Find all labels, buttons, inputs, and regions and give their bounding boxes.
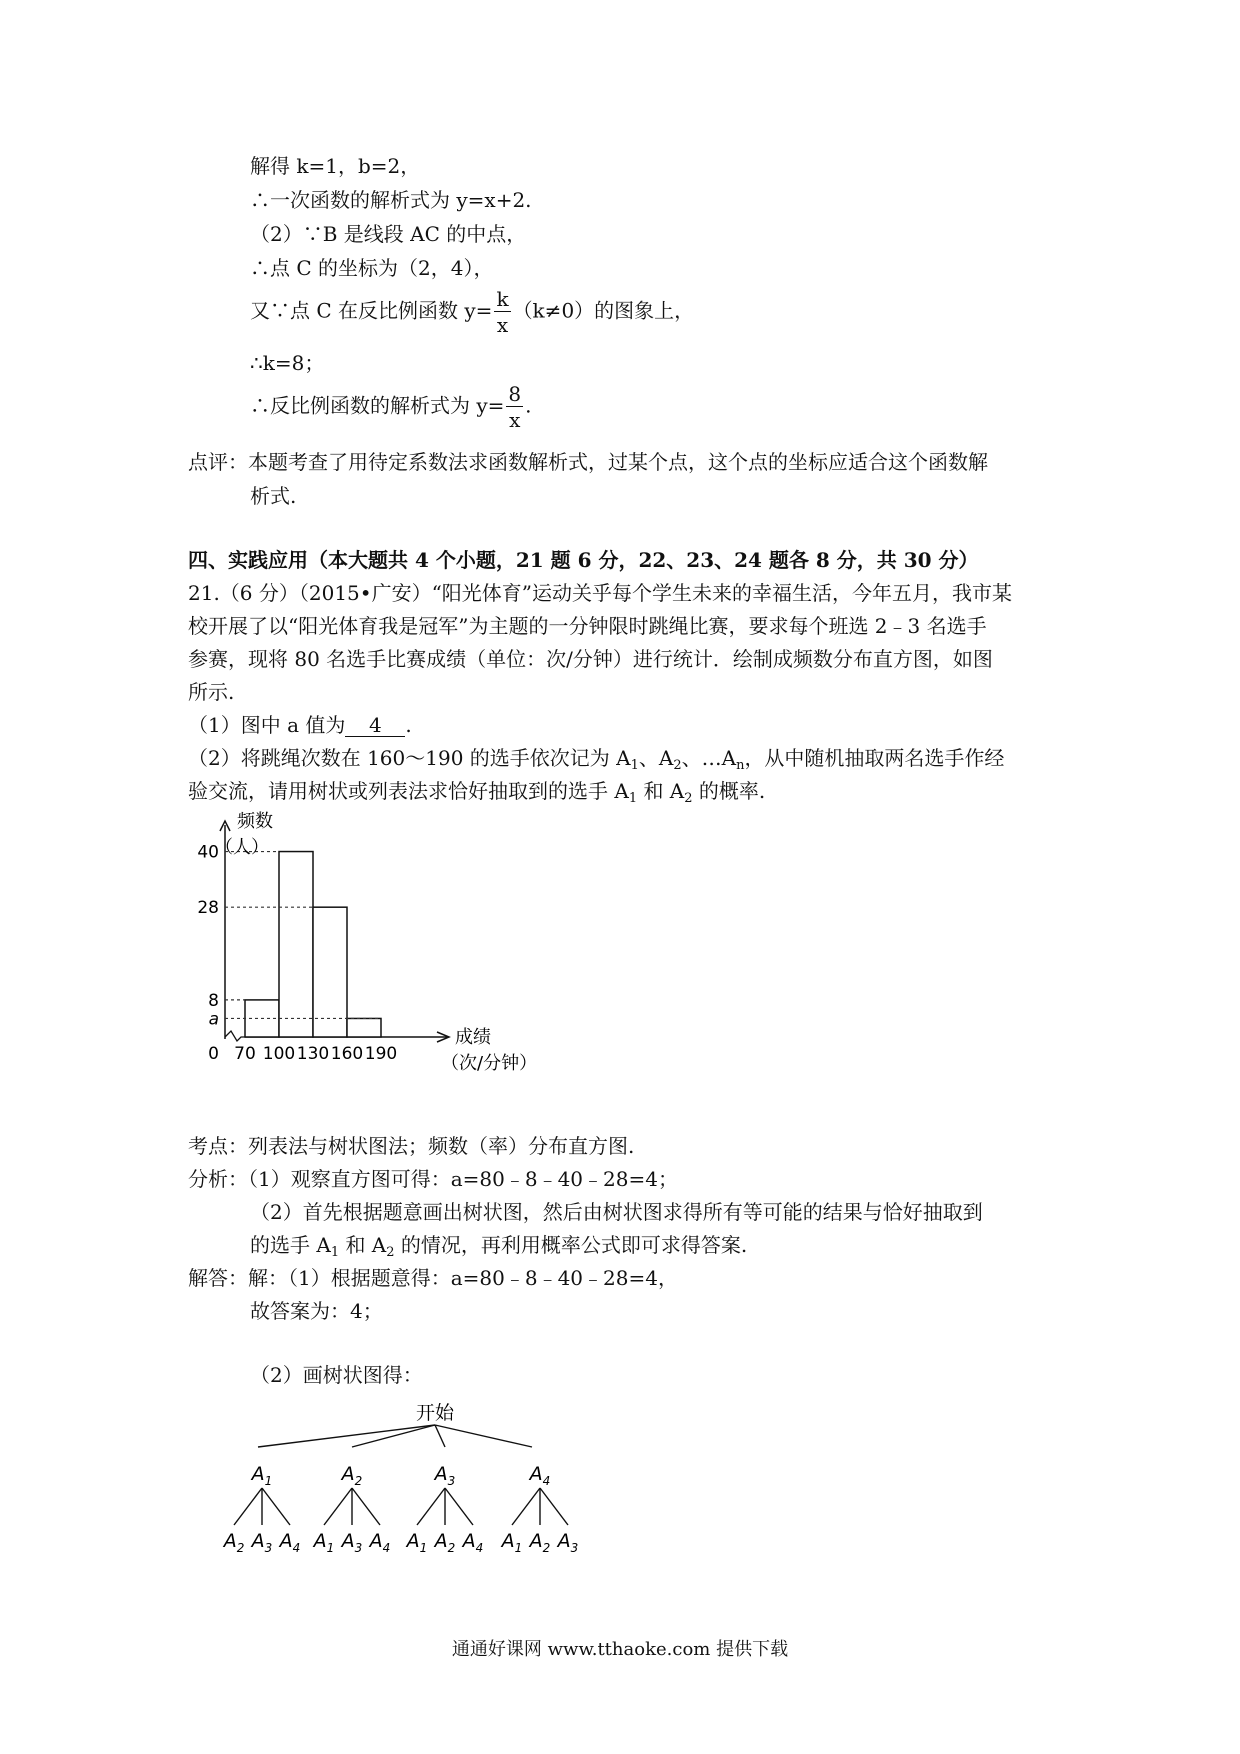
- tree-branch-line: [352, 1488, 380, 1525]
- fraction: [506, 384, 523, 430]
- text: .: [405, 713, 412, 737]
- x-tick-label: 70: [234, 1044, 256, 1064]
- y-axis-unit: （人）: [215, 837, 269, 858]
- tree-leaf-subscript: 1: [419, 1541, 428, 1555]
- tree-leaf-subscript: 4: [475, 1541, 484, 1555]
- histogram-bar: [347, 1018, 381, 1037]
- analysis-line: 分析：（1）观察直方图可得：a=80﹣8﹣40﹣28=4；: [188, 1167, 678, 1191]
- tree-leaf-label: $A_3$: [251, 1530, 273, 1555]
- tree-branch-line: [417, 1488, 445, 1525]
- kaodian-line: 考点：列表法与树状图法；频数（率）分布直方图.: [188, 1134, 635, 1158]
- tree-node-label: $A_3$: [434, 1463, 456, 1488]
- question-line: 校开展了以“阳光体育我是冠军”为主题的一分钟限时跳绳比赛，要求每个班选 2﹣3 名选手: [188, 614, 987, 638]
- tree-leaf-subscript: 4: [382, 1541, 391, 1555]
- denominator: x: [496, 313, 509, 337]
- tree-branch-line: [512, 1488, 540, 1525]
- tree-leaf-subscript: 2: [236, 1541, 245, 1555]
- text: （2）将跳绳次数在 160～190 的选手依次记为 A: [188, 746, 631, 770]
- tree-node-label: $A_4$: [529, 1463, 551, 1488]
- question-line: 参赛，现将 80 名选手比赛成绩（单位：次/分钟）进行统计．绘制成频数分布直方图，如图: [188, 647, 993, 671]
- analysis-line: [250, 1232, 747, 1258]
- tree-branch-line: [352, 1425, 435, 1447]
- subscript: 1: [628, 791, 638, 806]
- tree-leaf-subscript: 2: [447, 1541, 456, 1555]
- solution-line: 解得 k=1，b=2，: [250, 154, 421, 178]
- tree-node-subscript: 3: [447, 1474, 456, 1488]
- tree-node-subscript: 1: [264, 1474, 273, 1488]
- tree-node-subscript: 2: [354, 1474, 363, 1488]
- x-tick-label: 130: [296, 1044, 330, 1064]
- text: ∴反比例函数的解析式为 y=: [250, 393, 505, 418]
- origin-label: 0: [208, 1044, 219, 1064]
- fraction: [494, 289, 510, 335]
- text: 的情况，再利用概率公式即可求得答案.: [394, 1233, 748, 1257]
- subscript: 2: [673, 758, 682, 773]
- question-part-1: [188, 712, 412, 738]
- subscript: 2: [386, 1245, 395, 1260]
- tree-node-label: $A_1$: [251, 1463, 273, 1488]
- tree-branch-line: [234, 1488, 262, 1525]
- solution-line: ∴点 C 的坐标为（2，4），: [250, 256, 494, 280]
- numerator: k: [496, 287, 509, 311]
- histogram-bar: [279, 852, 313, 1037]
- text: （k≠0）的图象上，: [512, 298, 695, 323]
- tree-leaf-label: $A_1$: [313, 1530, 335, 1555]
- tree-node-label: $A_2$: [341, 1463, 363, 1488]
- tree-branch-line: [258, 1425, 435, 1447]
- histogram-bar: [313, 907, 347, 1037]
- comment-line: 析式.: [250, 484, 297, 508]
- x-axis-title: 成绩: [455, 1027, 491, 1048]
- answer-line: 故答案为：4；: [250, 1299, 383, 1323]
- axis-break: [225, 1031, 245, 1041]
- tree-leaf-label: $A_2$: [434, 1530, 456, 1555]
- tree-leaf-subscript: 3: [570, 1541, 579, 1555]
- tree-leaf-label: $A_4$: [369, 1530, 391, 1555]
- text: 的选手 A: [250, 1233, 331, 1257]
- tree-leaf-label: $A_3$: [341, 1530, 363, 1555]
- y-tick-label: a: [208, 1009, 219, 1030]
- text: 和 A: [637, 779, 685, 803]
- tree-branch-line: [540, 1488, 568, 1525]
- subscript: 2: [684, 791, 693, 806]
- analysis-line: （2）首先根据题意画出树状图，然后由树状图求得所有等可能的结果与恰好抽取到: [250, 1200, 983, 1224]
- tree-leaf-subscript: 3: [264, 1541, 273, 1555]
- question-part-2: [188, 778, 765, 804]
- tree-intro: （2）画树状图得：: [250, 1363, 423, 1387]
- tree-branch-line: [435, 1425, 445, 1447]
- tree-leaf-subscript: 2: [542, 1541, 551, 1555]
- tree-branch-line: [262, 1488, 290, 1525]
- tree-branch-line: [324, 1488, 352, 1525]
- text: 又∵点 C 在反比例函数 y=: [250, 298, 493, 323]
- subscript: 1: [630, 758, 639, 773]
- answer-blank: 4: [345, 714, 405, 737]
- question-part-2: [188, 745, 1004, 771]
- tree-leaf-label: $A_3$: [557, 1530, 579, 1555]
- denominator: x: [509, 408, 521, 432]
- tree-leaf-label: $A_2$: [529, 1530, 551, 1555]
- solution-line: ∴k=8；: [250, 351, 325, 375]
- subscript: 1: [330, 1245, 340, 1260]
- tree-leaf-label: $A_1$: [406, 1530, 428, 1555]
- x-tick-label: 190: [364, 1044, 398, 1064]
- y-tick-label: 40: [197, 842, 219, 863]
- solution-line: （2）∵B 是线段 AC 的中点，: [250, 222, 527, 246]
- tree-leaf-subscript: 4: [292, 1541, 301, 1555]
- text: ，从中随机抽取两名选手作经: [744, 746, 1005, 770]
- text: 和 A: [339, 1233, 387, 1257]
- footer-credit: 通通好课网 www.tthaoke.com 提供下载: [451, 1639, 789, 1660]
- comment-line: 点评：本题考查了用待定系数法求函数解析式，过某个点，这个点的坐标应适合这个函数解: [188, 450, 988, 474]
- text: （1）图中 a 值为: [188, 713, 346, 737]
- x-tick-label: 160: [330, 1044, 364, 1064]
- text: .: [525, 393, 532, 418]
- tree-leaf-label: $A_4$: [462, 1530, 484, 1555]
- x-axis-unit: （次/分钟）: [441, 1053, 538, 1074]
- tree-branch-line: [435, 1425, 532, 1447]
- tree-leaf-subscript: 3: [354, 1541, 363, 1555]
- solution-line-fraction: [250, 384, 532, 430]
- tree-node-subscript: 4: [542, 1474, 551, 1488]
- tree-leaf-subscript: 1: [326, 1541, 335, 1555]
- question-line: 21.（6 分）（2015•广安）“阳光体育”运动关乎每个学生未来的幸福生活，今年五月，我市某: [188, 581, 1013, 605]
- tree-leaf-label: $A_4$: [279, 1530, 301, 1555]
- subscript: n: [736, 758, 745, 773]
- x-tick-label: 100: [262, 1044, 296, 1064]
- tree-diagram: [223, 1395, 680, 1575]
- y-axis-title: 频数: [237, 811, 273, 832]
- section-heading: 四、实践应用（本大题共 4 个小题，21 题 6 分，22、23、24 题各 8 分，共 30 分）: [188, 548, 979, 572]
- tree-leaf-label: $A_1$: [501, 1530, 523, 1555]
- y-tick-label: 28: [197, 898, 219, 919]
- tree-branch-line: [445, 1488, 473, 1525]
- numerator: 8: [508, 382, 522, 406]
- text: 验交流，请用树状或列表法求恰好抽取到的选手 A: [188, 779, 629, 803]
- tree-leaf-label: $A_2$: [223, 1530, 245, 1555]
- answer-line: 解答：解：（1）根据题意得：a=80﹣8﹣40﹣28=4，: [188, 1266, 678, 1290]
- tree-leaf-subscript: 1: [514, 1541, 523, 1555]
- solution-line: ∴一次函数的解析式为 y=x+2.: [250, 188, 532, 212]
- y-tick-label: 8: [208, 990, 219, 1011]
- tree-root-label: 开始: [415, 1402, 455, 1424]
- question-line: 所示.: [188, 680, 235, 704]
- text: 的概率.: [692, 779, 766, 803]
- text: 、…A: [681, 746, 737, 770]
- frequency-histogram: [185, 811, 565, 1095]
- text: 、A: [638, 746, 674, 770]
- solution-line-fraction: [250, 289, 694, 335]
